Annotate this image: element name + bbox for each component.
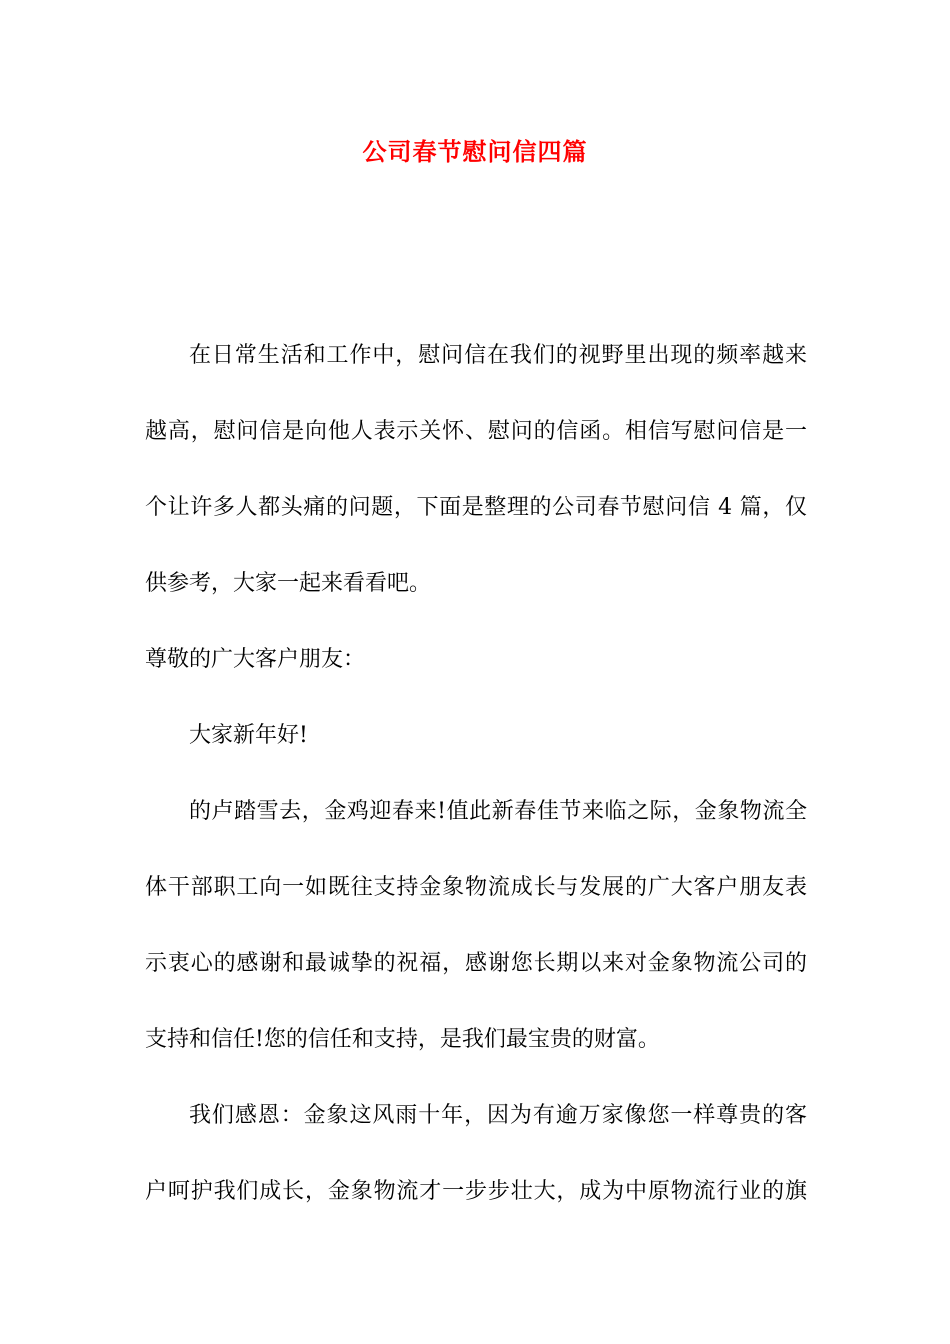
- text-line: 在日常生活和工作中，慰问信在我们的视野里出现的频率越来: [189, 343, 807, 368]
- document-title: 公司春节慰问信四篇: [362, 137, 588, 166]
- text-line: 的卢踏雪去，金鸡迎春来!值此新春佳节来临之际，金象物流全: [189, 799, 807, 824]
- text-line: 我们感恩：金象这风雨十年，因为有逾万家像您一样尊贵的客: [189, 1103, 807, 1128]
- text-line: 个让许多人都头痛的问题，下面是整理的公司春节慰问信 4 篇，仅: [145, 495, 807, 520]
- document-body: [145, 318, 807, 1230]
- text-line: 户呵护我们成长，金象物流才一步步壮大，成为中原物流行业的旗: [145, 1179, 807, 1204]
- text-line: 体干部职工向一如既往支持金象物流成长与发展的广大客户朋友表: [145, 875, 807, 900]
- text-line: 越高，慰问信是向他人表示关怀、慰问的信函。相信写慰问信是一: [145, 419, 807, 444]
- greeting: 大家新年好!: [189, 723, 308, 748]
- text-line: 支持和信任!您的信任和支持，是我们最宝贵的财富。: [145, 1027, 660, 1052]
- text-line: 供参考，大家一起来看看吧。: [145, 571, 432, 596]
- salutation: 尊敬的广大客户朋友：: [145, 647, 366, 672]
- text-line: 示衷心的感谢和最诚挚的祝福，感谢您长期以来对金象物流公司的: [145, 951, 807, 976]
